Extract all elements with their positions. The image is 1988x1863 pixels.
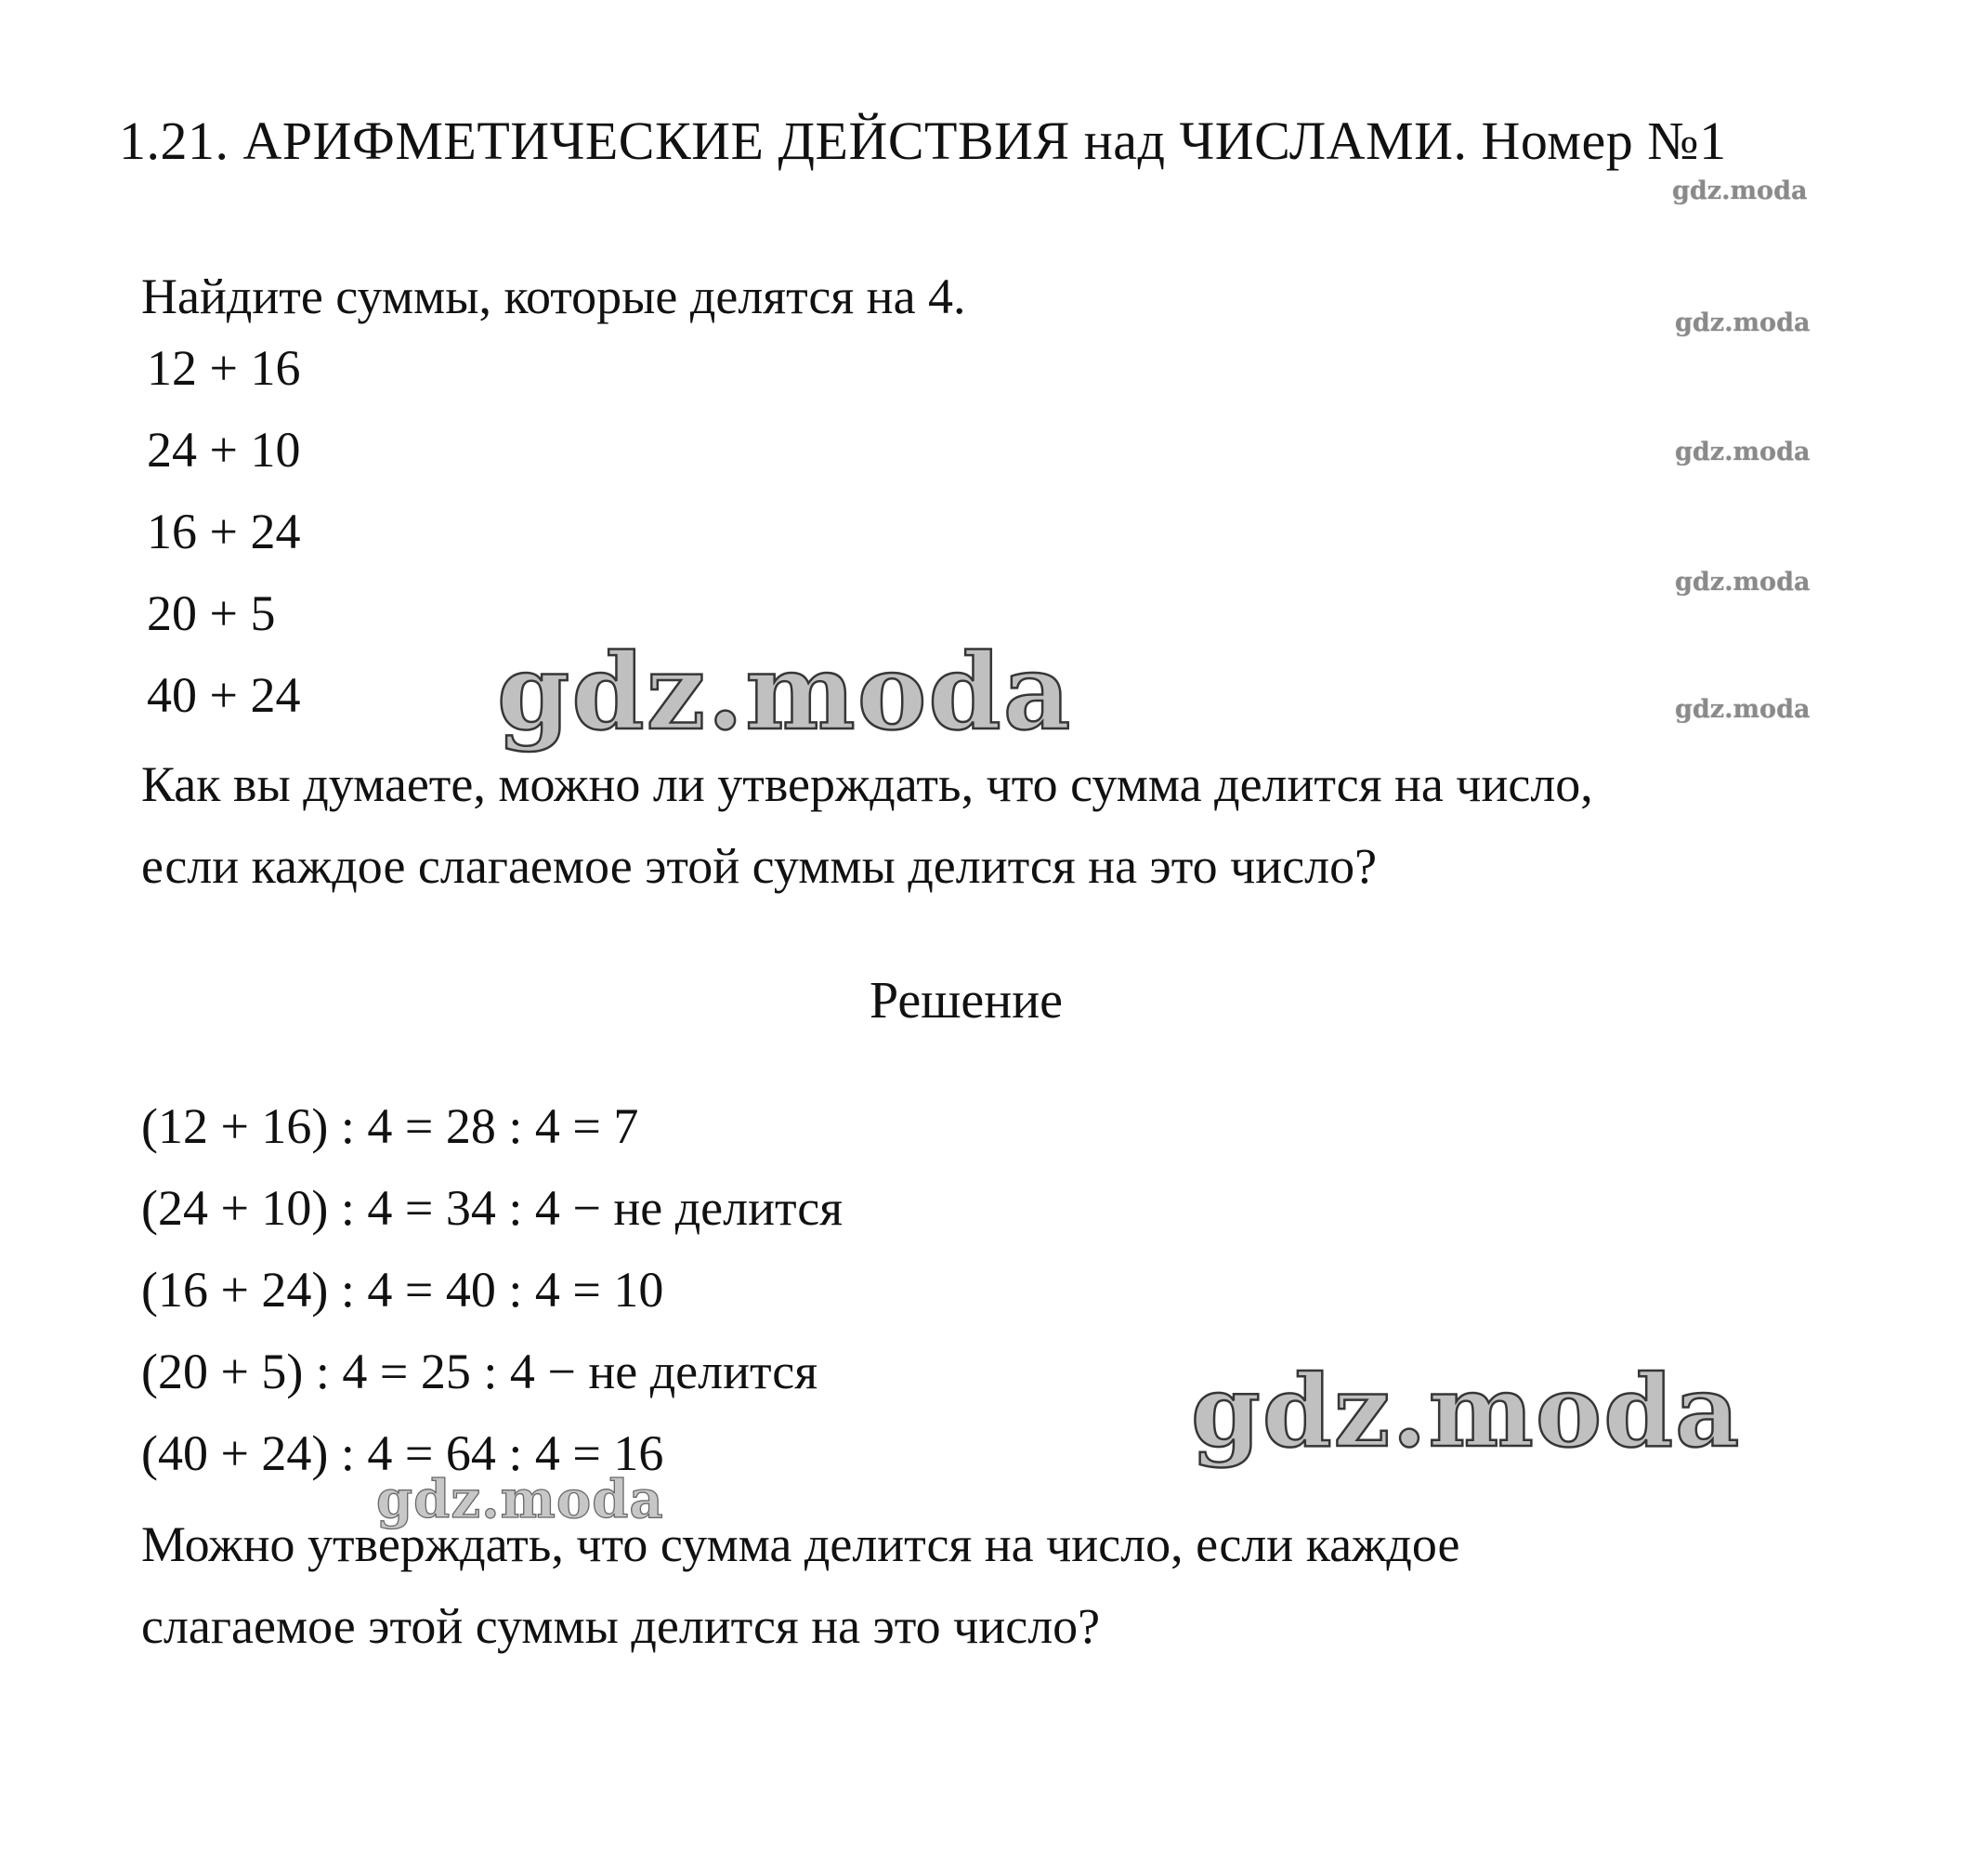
solution-step: (40 + 24) : 4 = 64 : 4 = 16 [141,1425,664,1481]
solution-step: (24 + 10) : 4 = 34 : 4 − не делится [141,1180,844,1236]
sum-item: 20 + 5 [147,585,276,641]
watermark-small: gdz.moda [1675,438,1811,466]
conclusion-line: слагаемое этой суммы делится на это число? [141,1598,1101,1654]
watermark-small: gdz.moda [1675,568,1811,597]
watermark-large: gdz.moda [497,632,1073,754]
watermark-small: gdz.moda [1672,177,1808,205]
solution-step: (20 + 5) : 4 = 25 : 4 − не делится [141,1344,818,1399]
task-intro: Найдите суммы, которые делятся на 4. [141,269,966,324]
question-line: Как вы думаете, можно ли утверждать, что сумма делится на число, [141,756,1593,812]
sum-item: 40 + 24 [147,667,301,723]
sum-item: 12 + 16 [147,340,301,396]
watermark-small: gdz.moda [1675,695,1811,724]
solution-steps [141,1085,843,1494]
watermark-medium: gdz.moda [376,1469,664,1530]
watermark-large: gdz.moda [1191,1354,1742,1470]
solution-step: (12 + 16) : 4 = 28 : 4 = 7 [141,1098,639,1154]
sum-item: 16 + 24 [147,504,301,559]
solution-heading: Решение [869,972,1064,1030]
task-question [141,743,1593,907]
watermark-small: gdz.moda [1675,308,1811,337]
solution-step: (16 + 24) : 4 = 40 : 4 = 10 [141,1262,664,1318]
conclusion-line: Можно утверждать, что сумма делится на число, если каждое [141,1516,1460,1572]
page-title: 1.21. АРИФМЕТИЧЕСКИЕ ДЕЙСТВИЯ над ЧИСЛАМИ. Номер №1 [119,111,1727,171]
sum-item: 24 + 10 [147,422,301,478]
question-line: если каждое слагаемое этой суммы делится на это число? [141,838,1378,894]
sum-list [147,327,300,736]
solution-conclusion [141,1503,1460,1667]
